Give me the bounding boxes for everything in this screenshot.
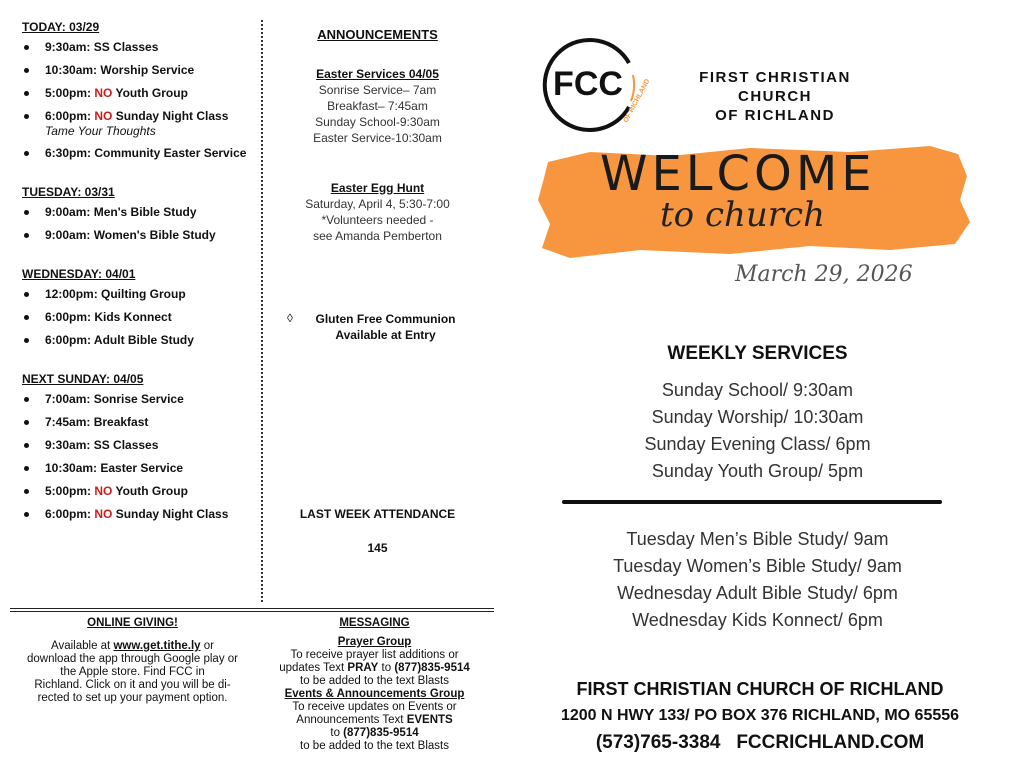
footer-church-name: FIRST CHRISTIAN CHURCH OF RICHLAND (576, 679, 944, 699)
prayer-group-title: Prayer Group (337, 636, 412, 648)
events-group-title: Events & Announcements Group (284, 688, 465, 700)
to-church-script: to church (660, 195, 825, 235)
gluten-free-notice: ◊ Gluten Free Communion Available at Entry (287, 311, 456, 342)
sunday-services-list (560, 377, 955, 485)
egg-hunt-title: Easter Egg Hunt (330, 181, 425, 195)
double-divider (10, 608, 494, 612)
service-item: Wednesday Kids Konnect/ 6pm (632, 610, 883, 630)
schedule-tuesday (22, 185, 267, 243)
list-item: 10:30am: Worship Service (22, 63, 267, 78)
service-item: Sunday Youth Group/ 5pm (651, 461, 864, 481)
section-title-today: TODAY: 03/29 (22, 20, 100, 34)
list-item: 9:30am: SS Classes (22, 40, 267, 55)
list-item: 6:00pm: NO Sunday Night Class Tame Your Thoughts (22, 109, 267, 138)
service-item: Sunday Evening Class/ 6pm (644, 434, 871, 454)
weekday-services-list (560, 526, 955, 634)
footer-address: 1200 N HWY 133/ PO BOX 376 RICHLAND, MO 65556 (560, 707, 960, 724)
logo-text: FCC (553, 65, 623, 103)
online-giving: ONLINE GIVING! Available at www.get.tithe.ly or download the app through Google play or the Apple store. Find FCC in Richland. Click on it and you will be di- rected to set up your payment option. (10, 617, 255, 705)
footer-phone[interactable]: (573)765-3384 (595, 732, 721, 753)
easter-egg-hunt: Easter Egg Hunt Saturday, April 4, 5:30-7:00 *Volunteers needed - see Amanda Pemberton (285, 180, 470, 244)
welcome-heading: WELCOME (600, 146, 876, 202)
easter-services-title: Easter Services 04/05 (316, 67, 439, 81)
church-name-header: FIRST CHRISTIAN CHURCH OF RICHLAND (699, 69, 851, 124)
service-item: Tuesday Men’s Bible Study/ 9am (626, 529, 889, 549)
service-item: Sunday School/ 9:30am (661, 380, 854, 400)
list-item: 5:00pm: NO Youth Group (22, 484, 267, 499)
logo-subtext: OF RICHLAND (622, 78, 652, 124)
thick-divider (562, 500, 942, 504)
messaging: MESSAGING Prayer Group To receive prayer list additions or updates Text PRAY to (877)835-9514 to be added to the text Blasts Events & Announcements Group To receive updates on Events or Announcements Text EVENTS to (877)835-9514 to be added to the text Blasts (262, 617, 487, 753)
fcc-logo-icon (541, 35, 652, 135)
list-item: 6:30pm: Community Easter Service (22, 146, 267, 161)
list-item: 6:00pm: Kids Konnect (22, 310, 267, 325)
list-item: 5:00pm: NO Youth Group (22, 86, 267, 101)
list-item: 6:00pm: NO Sunday Night Class (22, 507, 267, 522)
tithe-link[interactable]: www.get.tithe.ly (113, 640, 201, 652)
attendance-label: LAST WEEK ATTENDANCE (299, 507, 456, 521)
service-item: Sunday Worship/ 10:30am (651, 407, 864, 427)
online-giving-title: ONLINE GIVING! (87, 617, 178, 629)
list-item: 9:00am: Women's Bible Study (22, 228, 267, 243)
list-item: 12:00pm: Quilting Group (22, 287, 267, 302)
footer-contact (520, 732, 1000, 754)
section-title-wednesday: WEDNESDAY: 04/01 (22, 267, 136, 281)
bulletin-date: March 29, 2026 (735, 262, 913, 287)
attendance-value: 145 (367, 541, 388, 555)
weekly-schedule (22, 20, 267, 546)
list-item: 7:00am: Sonrise Service (22, 392, 267, 407)
list-item: 9:00am: Men's Bible Study (22, 205, 267, 220)
easter-services: Easter Services 04/05 Sonrise Service– 7am Breakfast– 7:45am Sunday School-9:30am Easter Service-10:30am (285, 66, 470, 146)
diamond-bullet-icon: ◊ (287, 311, 293, 325)
list-item: 6:00pm: Adult Bible Study (22, 333, 267, 348)
schedule-today (22, 20, 267, 161)
weekly-services-title: WEEKLY SERVICES (667, 343, 848, 364)
list-item: 7:45am: Breakfast (22, 415, 267, 430)
service-item: Wednesday Adult Bible Study/ 6pm (617, 583, 898, 603)
service-item: Tuesday Women’s Bible Study/ 9am (613, 556, 902, 576)
class-subtitle: Tame Your Thoughts (45, 124, 156, 138)
schedule-next-sunday (22, 372, 267, 522)
section-title-tuesday: TUESDAY: 03/31 (22, 185, 115, 199)
dotted-divider (261, 20, 263, 602)
list-item: 9:30am: SS Classes (22, 438, 267, 453)
list-item: 10:30am: Easter Service (22, 461, 267, 476)
section-title-next-sunday: NEXT SUNDAY: 04/05 (22, 372, 144, 386)
announcements-title: ANNOUNCEMENTS (317, 27, 438, 42)
footer-website[interactable]: FCCRICHLAND.COM (736, 732, 925, 753)
schedule-wednesday (22, 267, 267, 348)
messaging-title: MESSAGING (339, 617, 410, 629)
